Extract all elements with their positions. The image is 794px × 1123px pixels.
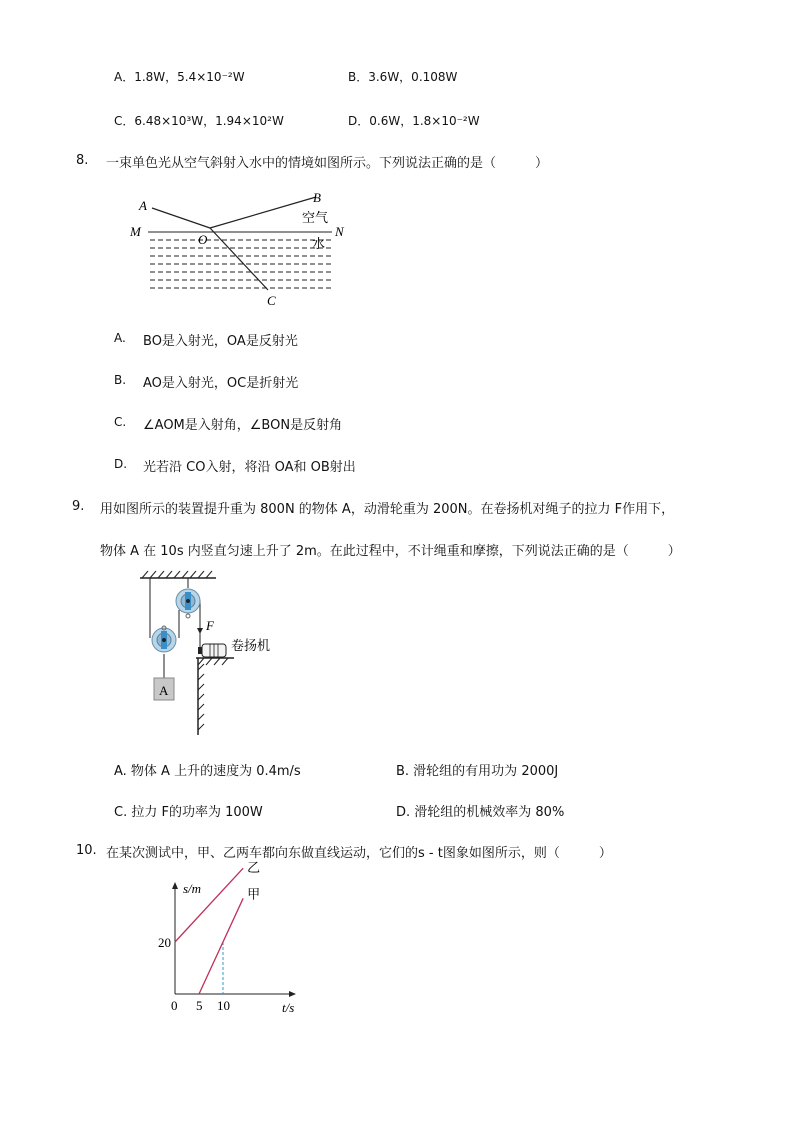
x-tick-0: 0: [171, 998, 178, 1013]
series-label-jia: 甲: [247, 887, 261, 903]
q10-st-chart: [150, 861, 310, 1020]
label-c: C: [267, 293, 276, 308]
label-m: M: [130, 224, 141, 239]
q9-option-a: A. 物体 A 上升的速度为 0.4m/s: [114, 764, 301, 779]
x-axis-arrow: [289, 991, 296, 997]
q9-pulley-figure: [134, 570, 294, 740]
q7-option-d: D．0.6W，1.8×10⁻²W: [348, 114, 480, 128]
series-label-yi: 乙: [247, 861, 261, 877]
series-line-yi: [175, 868, 243, 942]
q9-option-b: B. 滑轮组的有用功为 2000J: [396, 764, 559, 779]
option-letter: C.: [114, 415, 127, 429]
q9-option-c: C. 拉力 F的功率为 100W: [114, 805, 263, 820]
q7-option-a: A．1.8W，5.4×10⁻²W: [114, 70, 245, 84]
q8-number: 8.: [76, 153, 89, 168]
series-line-jia: [199, 898, 243, 994]
ray-ob: [210, 197, 316, 228]
x-axis-label: t/s: [282, 1000, 295, 1015]
option-text: 光若沿 CO入射，将沿 OA和 OB射出: [143, 460, 356, 475]
block-a-label: A: [159, 683, 169, 698]
label-b: B: [313, 190, 321, 205]
winch-label: 卷扬机: [231, 639, 271, 654]
option-text: BO是入射光，OA是反射光: [143, 334, 298, 349]
option-letter: D.: [114, 457, 128, 471]
q9-stem-line1: 用如图所示的装置提升重为 800N 的物体 A，动滑轮重为 200N。在卷扬机对绳子的拉力 F作用下，: [100, 502, 675, 517]
fixed-pulley: [176, 589, 200, 618]
force-label: F: [206, 618, 214, 633]
label-air: 空气: [302, 211, 329, 226]
q8-stem: 一束单色光从空气斜射入水中的情境如图所示。下列说法正确的是（ ）: [106, 156, 549, 171]
option-text: AO是入射光，OC是折射光: [143, 376, 299, 391]
q8-refraction-figure: [120, 188, 360, 310]
option-letter: B.: [114, 373, 127, 387]
label-o: O: [198, 232, 208, 247]
y-axis-label: s/m: [183, 881, 202, 896]
q9-option-d: D. 滑轮组的机械效率为 80%: [396, 805, 565, 820]
label-water: 水: [312, 237, 326, 252]
ray-oc: [210, 228, 268, 290]
label-n: N: [335, 224, 344, 239]
option-text: ∠AOM是入射角，∠BON是反射角: [143, 418, 343, 433]
option-letter: A.: [114, 331, 126, 345]
movable-pulley: [152, 626, 176, 652]
x-tick-5: 5: [196, 998, 203, 1013]
q10-number: 10.: [76, 843, 97, 858]
q10-stem: 在某次测试中，甲、乙两车都向东做直线运动，它们的s - t图象如图所示，则（ ）: [106, 846, 612, 861]
q7-option-b: B．3.6W，0.108W: [348, 70, 458, 84]
y-tick-20: 20: [158, 935, 171, 950]
x-tick-10: 10: [217, 998, 230, 1013]
label-a: A: [139, 198, 147, 213]
q7-option-c: C．6.48×10³W，1.94×10²W: [114, 114, 284, 128]
q9-stem-line2: 物体 A 在 10s 内竖直匀速上升了 2m。在此过程中，不计绳重和摩擦，下列说法正确的是（ ）: [100, 544, 681, 559]
y-axis-arrow: [172, 882, 178, 889]
winch-machine: [198, 644, 226, 657]
water-hatch: [150, 240, 332, 288]
ray-ao: [152, 208, 210, 228]
q9-number: 9.: [72, 499, 85, 514]
